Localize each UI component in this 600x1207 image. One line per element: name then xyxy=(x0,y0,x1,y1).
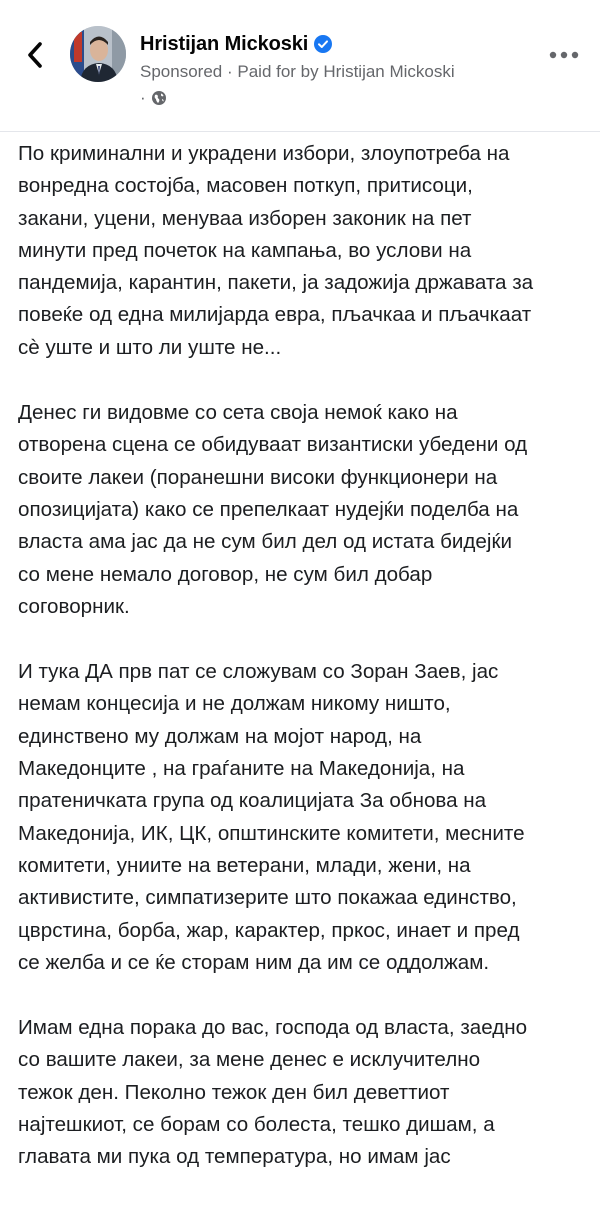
post-text xyxy=(18,138,588,1207)
more-options-icon xyxy=(549,51,579,59)
post-paragraph-2 xyxy=(18,397,588,623)
text-line: И тука ДА прв пат се сложувам со Зоран Заев, јас xyxy=(18,660,499,684)
chevron-left-icon xyxy=(26,41,44,69)
text-line: единствено му должам на мојот народ, на xyxy=(18,724,422,748)
text-line: со мене немало договор, не сум бил добар xyxy=(18,562,433,586)
text-line: цврстина, борба, жар, карактер, пркос, инает и пред xyxy=(18,918,520,942)
post-header xyxy=(0,0,600,132)
text-line: со вашите лакеи, за мене денес е исклучително xyxy=(18,1048,481,1072)
text-line: своите лакеи (поранешни високи функционери на xyxy=(18,465,498,489)
meta-dot: · xyxy=(140,88,146,107)
text-line: најтешкиот, се борам со болеста, тешко дишам, а xyxy=(18,1113,495,1137)
text-line: тежок ден. Пеколно тежок ден бил деветтиот xyxy=(18,1080,450,1104)
avatar[interactable] xyxy=(70,26,126,82)
text-line: главата ми пука од температура, но имам јас xyxy=(18,1145,451,1169)
more-options-button[interactable] xyxy=(546,38,582,72)
text-line: Македонија, ИК, ЦК, општинските комитети, месните xyxy=(18,821,525,845)
globe-icon[interactable] xyxy=(151,90,167,106)
text-line: сѐ уште и што ли уште не... xyxy=(18,335,282,359)
profile-photo xyxy=(70,26,126,82)
text-line: Имам една порака до вас, господа од власта, заедно xyxy=(18,1016,528,1040)
post-meta xyxy=(140,88,167,108)
text-line: немам концесија и не должам никому ништо, xyxy=(18,692,451,716)
paid-for-label[interactable]: Paid for by Hristijan Mickoski xyxy=(237,62,455,81)
separator-dot: · xyxy=(226,62,233,81)
text-line: отворена сцена се обидуваат византиски убедени од xyxy=(18,433,528,457)
sponsored-label[interactable]: Sponsored xyxy=(140,62,223,81)
text-line: пратеничката група од коалицијата За обнова на xyxy=(18,789,487,813)
verified-badge-icon xyxy=(314,35,332,53)
post-paragraph-3 xyxy=(18,656,588,979)
author-line xyxy=(140,31,332,57)
text-line: вонредна состојба, масовен поткуп, притисоци, xyxy=(18,174,473,198)
text-line: повеќе од една милијарда евра, пљачкаа и пљачкаат xyxy=(18,303,532,327)
text-line: пандемија, карантин, пакети, ја задожија државата за xyxy=(18,271,534,295)
text-line: соговорник. xyxy=(18,594,130,618)
post-paragraph-4 xyxy=(18,1012,588,1173)
text-line: По криминални и украдени избори, злоупотреба на xyxy=(18,142,510,165)
text-line: активистите, симпатизерите што покажаа единство, xyxy=(18,886,517,910)
text-line: Македонците , на граѓаните на Македонија, на xyxy=(18,757,465,781)
text-line: Денес ги видовме со сета своја немоќ како на xyxy=(18,401,458,425)
text-line: опозицијата) како се препелкаат нудејќи поделба на xyxy=(18,497,519,521)
text-line: се желба и се ќе сторам ним да им се оддолжам. xyxy=(18,950,490,974)
header-divider xyxy=(0,131,600,132)
text-line: комитети, униите на ветерани, млади, жени, на xyxy=(18,853,471,877)
text-line: власта ама јас да не сум бил дел од истата бидејќи xyxy=(18,530,512,554)
text-line: минути пред почеток на кампања, во услови на xyxy=(18,238,472,262)
sponsored-line xyxy=(140,61,455,83)
back-button[interactable] xyxy=(18,38,52,72)
text-line: закани, уцени, менуваа изборен законик на пет xyxy=(18,206,472,230)
post-paragraph-1 xyxy=(18,138,588,364)
author-name[interactable]: Hristijan Mickoski xyxy=(140,33,309,55)
